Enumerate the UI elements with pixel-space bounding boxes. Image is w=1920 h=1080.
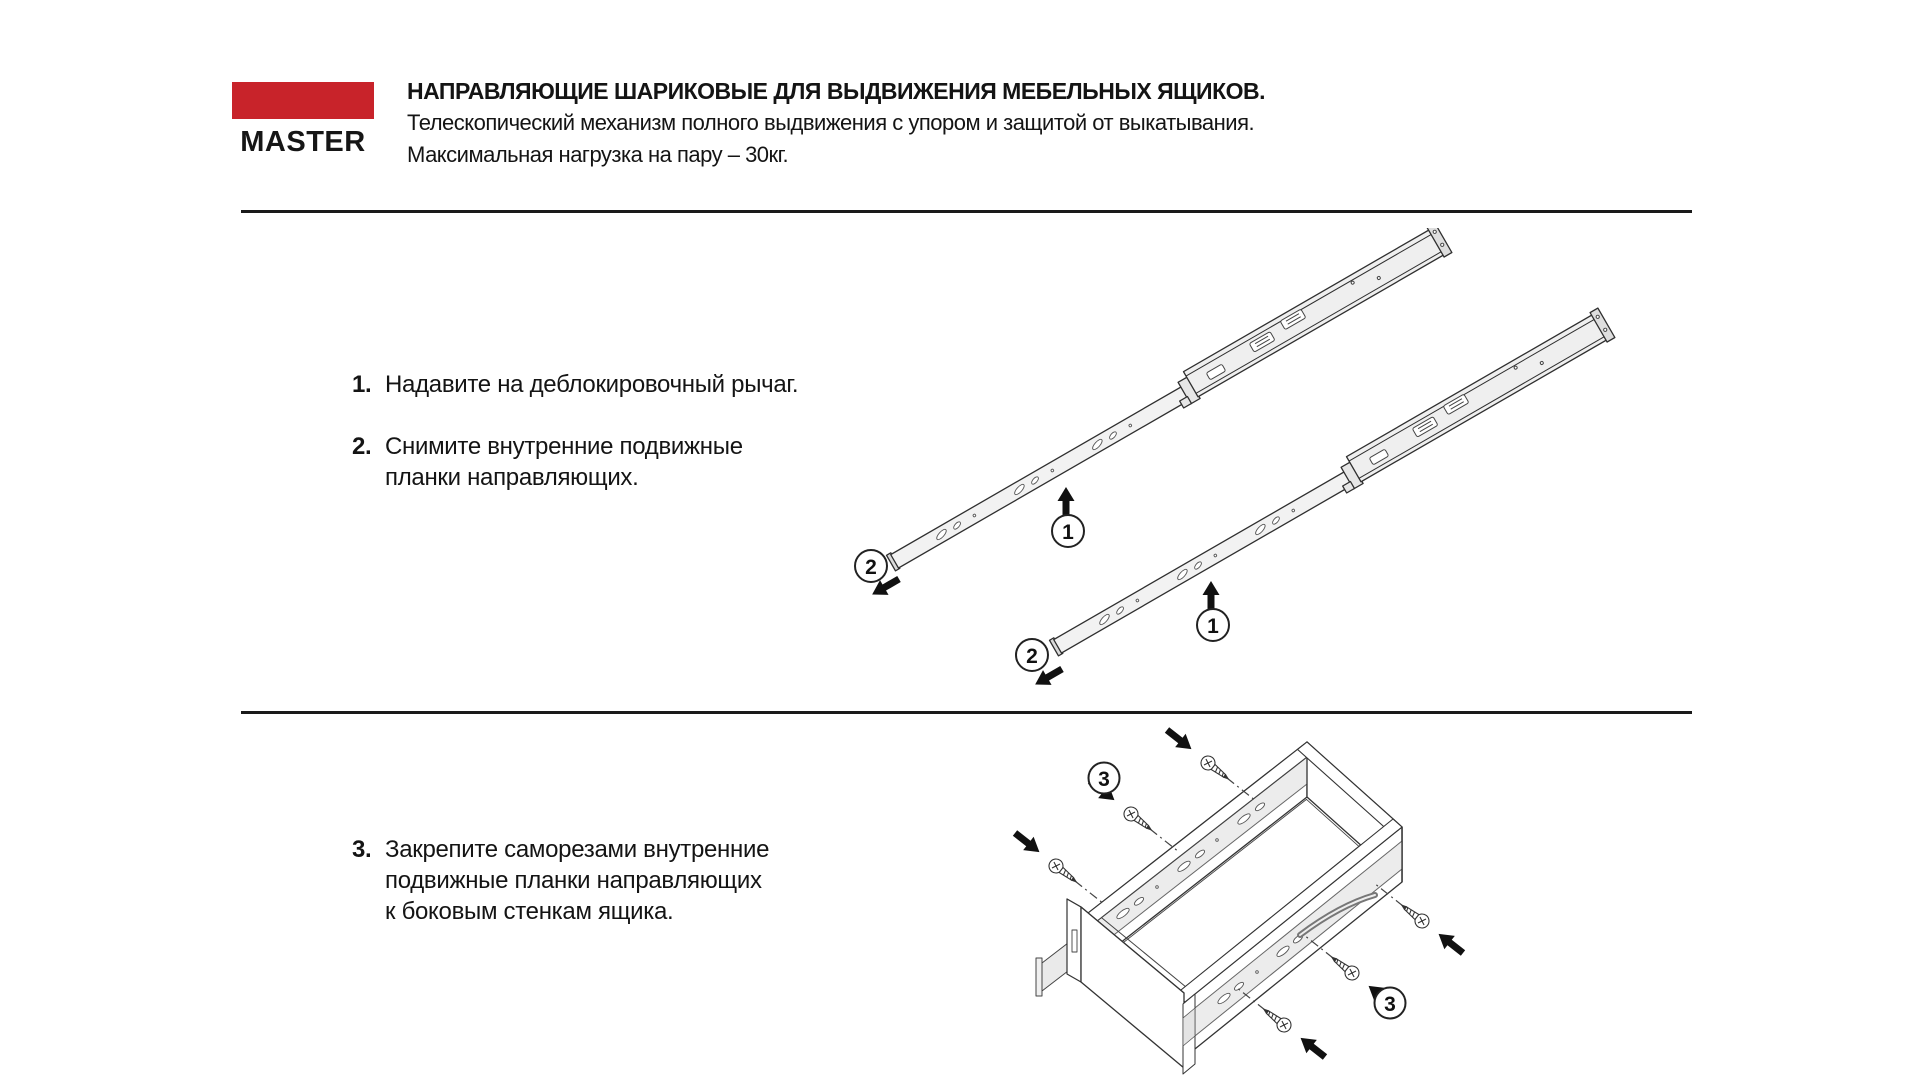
brand-logo-red-bar — [232, 82, 374, 119]
callout-1-slide-a — [1052, 515, 1084, 547]
step-2-text-line1: Снимите внутренние подвижные — [385, 433, 743, 460]
section-divider-top — [241, 210, 1692, 213]
step-3-text-line1: Закрепите саморезами внутренние — [385, 836, 770, 863]
callout-3-lower — [1375, 988, 1406, 1019]
step-3-text-line3: к боковым стенкам ящика. — [385, 898, 674, 925]
callout-3-label: 3 — [1384, 993, 1396, 1016]
step-2 — [352, 431, 743, 493]
callout-2-slide-a — [855, 550, 887, 582]
callout-1-label: 1 — [1207, 615, 1219, 638]
callout-2-label: 2 — [1026, 645, 1038, 668]
drawer-box-drawing — [1036, 742, 1402, 1074]
callout-1-label: 1 — [1062, 521, 1074, 544]
step-1-text: Надавите на деблокировочный рычаг. — [385, 371, 799, 398]
figure-drawer-illustration — [1000, 725, 1720, 1077]
press-lever-arrow-b — [1203, 581, 1220, 612]
slide-b-drawing — [1043, 308, 1615, 658]
slide-a-drawing — [880, 228, 1452, 573]
callout-3-upper — [1089, 763, 1120, 794]
callout-1-slide-b — [1197, 609, 1229, 641]
brand-logo-text: MASTER — [240, 126, 366, 158]
press-lever-arrow-a — [1058, 487, 1075, 518]
section-divider-bottom — [241, 711, 1692, 714]
page-title: НАПРАВЛЯЮЩИЕ ШАРИКОВЫЕ ДЛЯ ВЫДВИЖЕНИЯ МЕБЕЛЬНЫХ ЯЩИКОВ. — [407, 78, 1265, 104]
step-2-number: 2. — [352, 433, 372, 460]
figure-slides-illustration — [840, 228, 1630, 698]
step-2-text-line2: планки направляющих. — [385, 464, 639, 491]
page-subtitle-line2: Максимальная нагрузка на пару – 30кг. — [407, 142, 789, 167]
step-3-text-line2: подвижные планки направляющих — [385, 867, 762, 894]
callout-3-label: 3 — [1098, 768, 1110, 791]
step-1 — [352, 369, 798, 400]
callout-2-label: 2 — [865, 556, 877, 579]
step-3-number: 3. — [352, 836, 372, 863]
callout-2-slide-b — [1016, 639, 1048, 671]
step-3 — [352, 834, 769, 927]
step-1-number: 1. — [352, 371, 372, 398]
page-subtitle-line1: Телескопический механизм полного выдвижения с упором и защитой от выкатывания. — [407, 110, 1255, 135]
